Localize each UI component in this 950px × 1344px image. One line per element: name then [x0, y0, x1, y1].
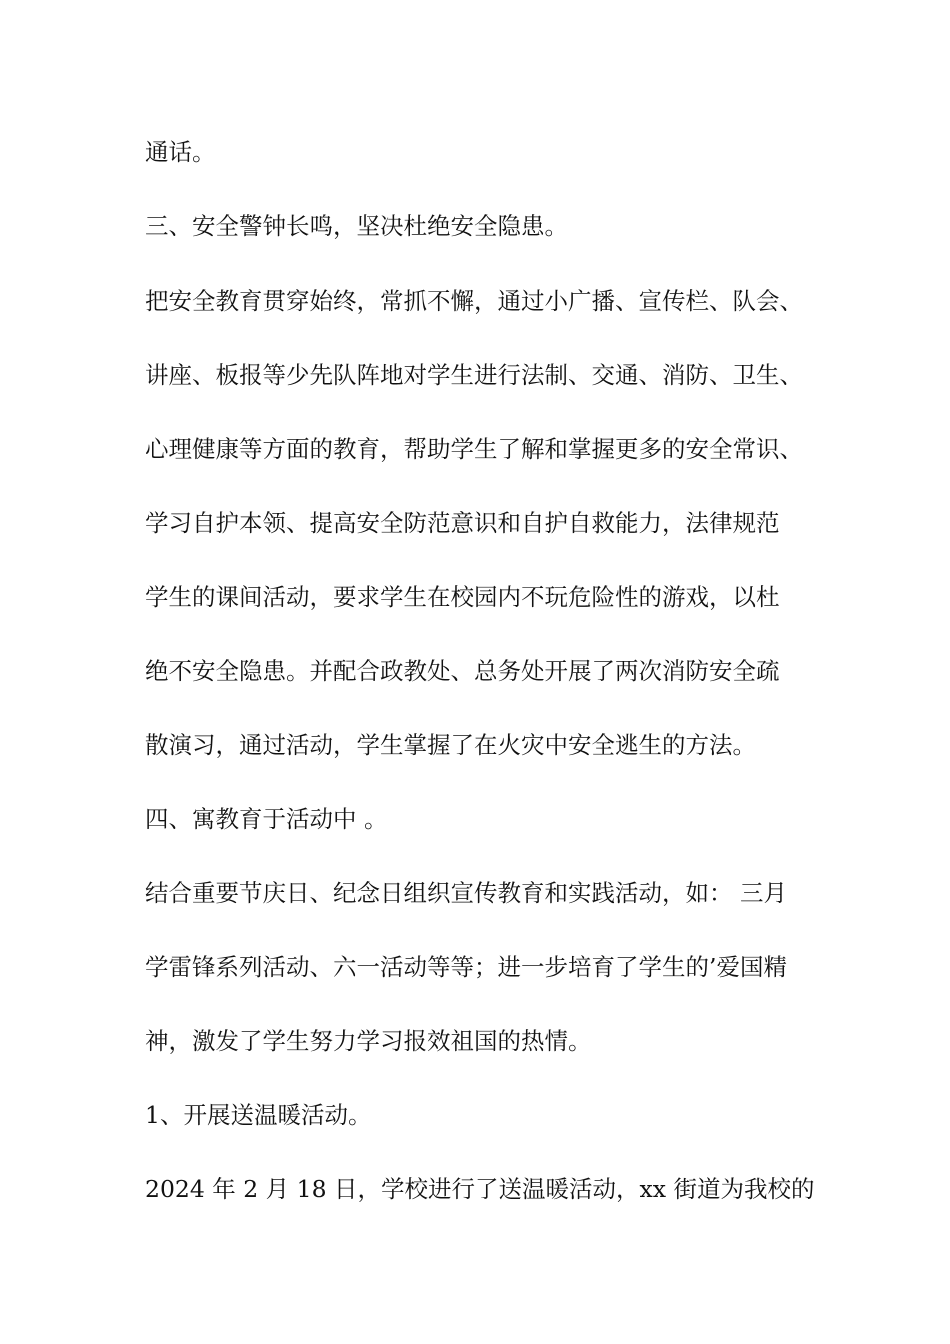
text-line: 通话。	[145, 138, 216, 166]
text-line: 2024 年 2 月 18 日，学校进行了送温暖活动，xx 街道为我校的	[145, 1175, 815, 1203]
text-line: 讲座、板报等少先队阵地对学生进行法制、交通、消防、卫生、	[145, 361, 803, 389]
text-line: 神，激发了学生努力学习报效祖国的热情。	[145, 1027, 592, 1055]
section-heading: 三、安全警钟长鸣，坚决杜绝安全隐患。	[145, 212, 568, 240]
text-line: 学习自护本领、提高安全防范意识和自护自救能力，法律规范	[145, 509, 780, 537]
text-line: 结合重要节庆日、纪念日组织宣传教育和实践活动，如： 三月	[145, 879, 787, 907]
text-line: 把安全教育贯穿始终，常抓不懈，通过小广播、宣传栏、队会、	[145, 287, 803, 315]
section-heading: 四、寓教育于活动中 。	[145, 805, 388, 833]
text-line: 学生的课间活动，要求学生在校园内不玩危险性的游戏，以杜	[145, 583, 780, 611]
text-line: 绝不安全隐患。并配合政教处、总务处开展了两次消防安全疏	[145, 657, 780, 685]
text-line: 学雷锋系列活动、六一活动等等；进一步培育了学生的’爱国精	[145, 953, 787, 981]
text-line: 散演习，通过活动，学生掌握了在火灾中安全逃生的方法。	[145, 731, 756, 759]
subsection-heading: 1、开展送温暖活动。	[145, 1101, 372, 1129]
text-line: 心理健康等方面的教育，帮助学生了解和掌握更多的安全常识、	[145, 435, 803, 463]
